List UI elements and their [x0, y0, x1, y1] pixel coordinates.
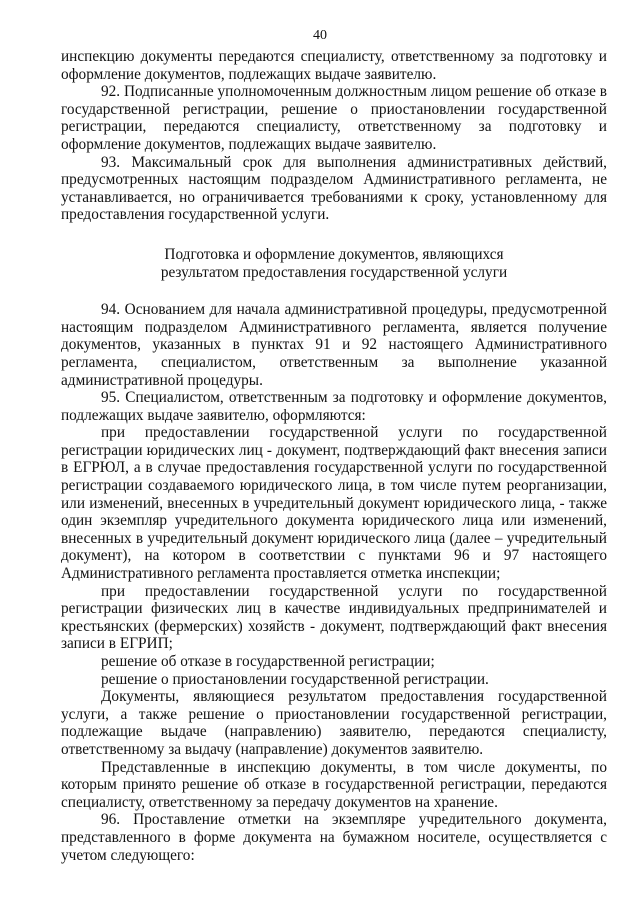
paragraph-95: 95. Специалистом, ответственным за подготовку и оформление документов, подлежащих выдаче заявителю, оформляются: — [61, 389, 607, 424]
paragraph-95-individuals: при предоставлении государственной услуги по государственной регистрации физических лиц в качестве индивидуальных предпринимателей и крестьянских (фермерских) хозяйств - документ, подтверждающий факт внесения записи в ЕГРИП; — [61, 582, 607, 653]
paragraph-95-documents-issue: Документы, являющиеся результатом предоставления государственной услуги, а также решение о приостановлении государственной регистрации, подлежащие выдаче (направлению) заявителю, передаются специалисту, ответственному за выдачу (направление) документов заявителю. — [61, 688, 607, 758]
paragraph-95-documents-storage: Представленные в инспекцию документы, в том числе документы, по которым принято решение об отказе в государственной регистрации, передаются специалисту, ответственному за передачу документов на хранение. — [61, 758, 607, 811]
paragraph-94: 94. Основанием для начала административной процедуры, предусмотренной настоящим подразделом Административного регламента, является получение документов, указанных в пунктах 91 и 92 настоящего Административного регламента, специалистом, ответственным за выполнение указанной административной процедуры. — [61, 301, 607, 389]
page-number: 40 — [313, 28, 327, 43]
paragraph-96: 96. Проставление отметки на экземпляре учредительного документа, представленного в форме документа на бумажном носителе, осуществляется с учетом следующего: — [61, 811, 607, 864]
section-heading-line-1: Подготовка и оформление документов, являющихся — [164, 245, 504, 263]
section-heading-line-2: результатом предоставления государственной услуги — [160, 263, 508, 281]
paragraph-92: 92. Подписанные уполномоченным должностным лицом решение об отказе в государственной регистрации, решение о приостановлении государственной регистрации, передаются специалисту, ответственному за подготовку и оформление документов, подлежащих выдаче заявителю. — [61, 83, 607, 153]
document-body — [61, 48, 607, 864]
section-heading — [61, 246, 607, 281]
paragraph-95-legal-entities: при предоставлении государственной услуги по государственной регистрации юридических лиц - документ, подтверждающий факт внесения записи в ЕГРЮЛ, а в случае предоставления государственной услуги по государственной регистрации создаваемого юридического лица, в том числе путем реорганизации, или изменений, внесенных в учредительный документ юридического лица, - также один экземпляр учредительного документа юридического лица или изменений, внесенных в учредительный документ юридического лица (далее – учредительный документ), на котором в соответствии с пунктами 96 и 97 настоящего Административного регламента проставляется отметка инспекции; — [61, 424, 607, 583]
paragraph-95-refusal: решение об отказе в государственной регистрации; — [101, 653, 435, 670]
paragraph-93: 93. Максимальный срок для выполнения административных действий, предусмотренных настоящим подразделом Административного регламента, не устанавливается, но ограничивается требованиями к сроку, установленному для предоставления государственной услуги. — [61, 153, 607, 224]
paragraph-95-suspension: решение о приостановлении государственной регистрации. — [101, 670, 489, 688]
paragraph-continuation: инспекцию документы передаются специалисту, ответственному за подготовку и оформление документов, подлежащих выдаче заявителю. — [61, 48, 607, 83]
